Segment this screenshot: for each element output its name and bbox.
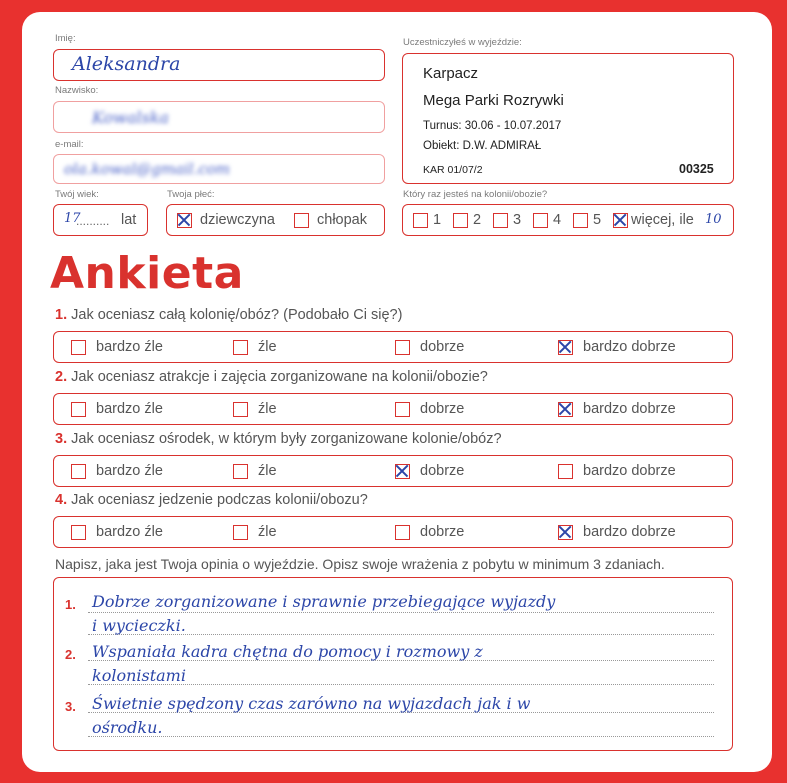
times-field (402, 204, 734, 236)
trip-obiekt: Obiekt: D.W. ADMIRAŁ (423, 140, 542, 152)
question-1-text: Jak oceniasz całą kolonię/obóz? (Podobało Ci się?) (71, 307, 403, 323)
q2-option-bad-checkbox[interactable] (233, 402, 248, 417)
q4-option-very-good-label: bardzo dobrze (583, 524, 676, 540)
age-label: Twój wiek: (55, 189, 99, 200)
times-more-label: więcej, ile (631, 212, 694, 228)
q2-option-very-bad-checkbox[interactable] (71, 402, 86, 417)
q1-option-very-good-label: bardzo dobrze (583, 339, 676, 355)
opinion-line (88, 612, 714, 613)
q3-option-very-good-label: bardzo dobrze (583, 463, 676, 479)
q1-option-good-label: dobrze (420, 339, 465, 355)
q3-option-very-bad-checkbox[interactable] (71, 464, 86, 479)
q1-option-good-checkbox[interactable] (395, 340, 410, 355)
question-3-answers (53, 455, 733, 487)
times-option-5-label: 5 (593, 212, 602, 228)
q3-option-very-good-checkbox[interactable] (558, 464, 573, 479)
opinion-text-line-1: Dobrze zorganizowane i sprawnie przebiegające wyjazdy (92, 592, 556, 611)
q4-option-good-label: dobrze (420, 524, 465, 540)
opinion-text-line-3: Wspaniała kadra chętna do pomocy i rozmowy z (92, 642, 483, 661)
q1-option-bad-label: źle (258, 339, 277, 355)
q4-option-very-bad-checkbox[interactable] (71, 525, 86, 540)
times-option-3-checkbox[interactable] (493, 213, 508, 228)
q2-option-good-label: dobrze (420, 401, 465, 417)
opinion-line (88, 736, 714, 737)
question-3 (55, 431, 502, 447)
trip-number: 00325 (679, 162, 714, 176)
gender-female-checkbox[interactable] (177, 213, 192, 228)
q4-option-bad-checkbox[interactable] (233, 525, 248, 540)
question-1-answers (53, 331, 733, 363)
times-option-4-checkbox[interactable] (533, 213, 548, 228)
q1-option-bad-checkbox[interactable] (233, 340, 248, 355)
q3-option-good-label: dobrze (420, 463, 465, 479)
question-4-answers (53, 516, 733, 548)
question-2-number: 2. (55, 369, 68, 385)
age-dots: .......... (76, 214, 110, 228)
times-more-checkbox[interactable] (613, 213, 628, 228)
opinion-text-line-4: kolonistami (92, 666, 186, 685)
gender-female-label: dziewczyna (200, 212, 275, 228)
name-label: Imię: (55, 33, 76, 44)
q3-option-very-bad-label: bardzo źle (96, 463, 163, 479)
question-2-text: Jak oceniasz atrakcje i zajęcia zorganizowane na kolonii/obozie? (71, 369, 488, 385)
times-option-2-label: 2 (473, 212, 482, 228)
opinion-text-line-6: ośrodku. (92, 718, 163, 737)
q2-option-good-checkbox[interactable] (395, 402, 410, 417)
opinion-text-line-5: Świetnie spędzony czas zarówno na wyjazdach jak i w (92, 694, 531, 713)
times-label: Który raz jesteś na kolonii/obozie? (403, 189, 548, 200)
opinion-number-3: 3. (65, 699, 76, 714)
gender-male-checkbox[interactable] (294, 213, 309, 228)
q4-option-good-checkbox[interactable] (395, 525, 410, 540)
question-3-text: Jak oceniasz ośrodek, w którym były zorganizowane kolonie/obóz? (71, 431, 502, 447)
trip-code: KAR 01/07/2 (423, 164, 483, 176)
trip-place: Karpacz (423, 65, 479, 82)
surname-value: Kowalska (92, 108, 169, 127)
times-option-1-checkbox[interactable] (413, 213, 428, 228)
times-option-3-label: 3 (513, 212, 522, 228)
q1-option-very-bad-checkbox[interactable] (71, 340, 86, 355)
question-4-text: Jak oceniasz jedzenie podczas kolonii/obozu? (71, 492, 368, 508)
trip-info-box (402, 53, 734, 184)
trip-turnus: Turnus: 30.06 - 10.07.2017 (423, 120, 562, 132)
question-2 (55, 369, 488, 385)
surname-field[interactable] (53, 101, 385, 133)
opinion-number-2: 2. (65, 647, 76, 662)
times-option-1-label: 1 (433, 212, 442, 228)
gender-field (166, 204, 385, 236)
times-option-4-label: 4 (553, 212, 562, 228)
email-field[interactable] (53, 154, 385, 184)
q3-option-bad-checkbox[interactable] (233, 464, 248, 479)
name-value: Aleksandra (72, 53, 181, 75)
q2-option-very-good-label: bardzo dobrze (583, 401, 676, 417)
opinion-text-line-2: i wycieczki. (92, 616, 186, 635)
q3-option-bad-label: źle (258, 463, 277, 479)
q2-option-bad-label: źle (258, 401, 277, 417)
question-3-number: 3. (55, 431, 68, 447)
surname-label: Nazwisko: (55, 85, 99, 96)
q3-option-good-checkbox[interactable] (395, 464, 410, 479)
q2-option-very-bad-label: bardzo źle (96, 401, 163, 417)
q4-option-very-good-checkbox[interactable] (558, 525, 573, 540)
age-value: 17 (64, 211, 81, 226)
age-field[interactable] (53, 204, 148, 236)
trip-label: Uczestniczyłeś w wyjeździe: (403, 37, 522, 48)
email-label: e-mail: (55, 139, 84, 150)
survey-title: Ankieta (50, 248, 244, 299)
q1-option-very-bad-label: bardzo źle (96, 339, 163, 355)
gender-label: Twoja płeć: (167, 189, 215, 200)
question-1 (55, 307, 402, 323)
email-value: ola.kowal@gmail.com (64, 160, 231, 178)
trip-name: Mega Parki Rozrywki (423, 92, 564, 109)
times-more-value: 10 (705, 212, 722, 227)
age-unit: lat (121, 212, 137, 228)
question-4 (55, 492, 368, 508)
name-field[interactable] (53, 49, 385, 81)
opinion-prompt: Napisz, jaka jest Twoja opinia o wyjeździe. Opisz swoje wrażenia z pobytu w minimum 3 zdaniach. (55, 556, 665, 572)
times-option-5-checkbox[interactable] (573, 213, 588, 228)
question-1-number: 1. (55, 307, 68, 323)
q4-option-bad-label: źle (258, 524, 277, 540)
times-option-2-checkbox[interactable] (453, 213, 468, 228)
question-2-answers (53, 393, 733, 425)
q1-option-very-good-checkbox[interactable] (558, 340, 573, 355)
q2-option-very-good-checkbox[interactable] (558, 402, 573, 417)
q4-option-very-bad-label: bardzo źle (96, 524, 163, 540)
question-4-number: 4. (55, 492, 68, 508)
gender-male-label: chłopak (317, 212, 367, 228)
opinion-number-1: 1. (65, 597, 76, 612)
